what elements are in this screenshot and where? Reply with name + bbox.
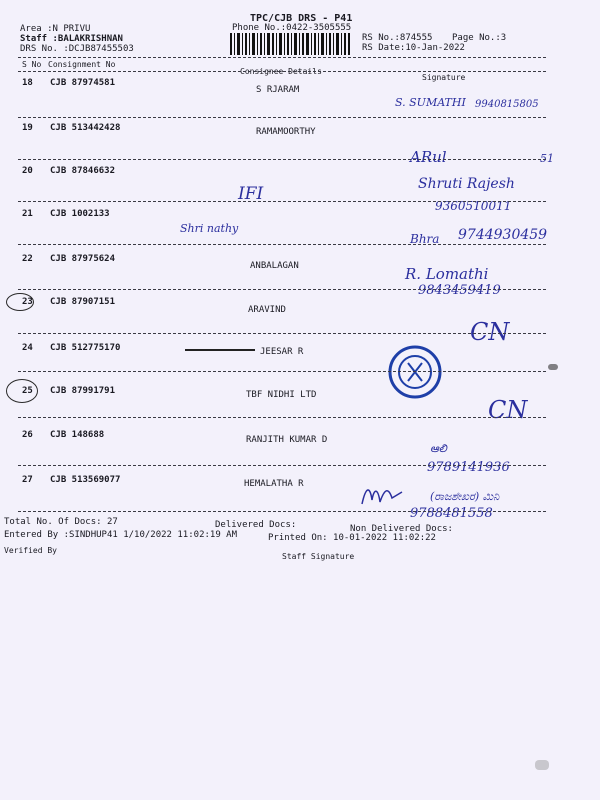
row-consignee: S RJARAM <box>256 85 300 95</box>
row-phone: 51 <box>540 152 554 165</box>
row-consignment: CJB 513569077 <box>50 475 121 485</box>
row-divider <box>18 371 546 372</box>
row-phone: 9843459419 <box>418 283 501 298</box>
row-consignee: RAMAMOORTHY <box>256 127 316 137</box>
row-phone: 9940815805 <box>475 99 539 110</box>
row-consignment: CJB 1002133 <box>50 209 110 219</box>
row-consignee: ARAVIND <box>248 305 286 315</box>
non-delivered-docs: Non Delivered Docs: <box>350 524 453 534</box>
staff-signature: Staff Signature <box>282 552 355 561</box>
drs-number: DRS No. :DCJB87455503 <box>20 44 134 54</box>
row-signature-scribble: ఆలి <box>430 442 447 455</box>
row-sno: 25 <box>22 386 33 396</box>
row-consignee: HEMALATHA R <box>244 479 304 489</box>
header-rule-top <box>18 57 546 58</box>
verified-by: Verified By <box>4 546 57 555</box>
col-consignee: Consignee Details <box>240 67 322 76</box>
row-consignee: ANBALAGAN <box>250 261 299 271</box>
row-signature: S. SUMATHI <box>395 96 466 109</box>
entered-by: Entered By :SINDHUP41 1/10/2022 11:02:19 AM <box>4 530 237 540</box>
row-signature-scribble: (ರಾಜಶೇಖರ) ಮಿನಿ <box>430 490 500 503</box>
staff-label: Staff :BALAKRISHNAN <box>20 34 123 44</box>
row-sno: 18 <box>22 78 33 88</box>
row-signature: Bhra <box>410 232 440 246</box>
row-signature: ARul <box>410 148 447 166</box>
row-consignment: CJB 513442428 <box>50 123 121 133</box>
row-consignment: CJB 148688 <box>50 430 105 440</box>
rubber-stamp-icon <box>388 345 442 399</box>
row-sno: 23 <box>22 297 33 307</box>
row-sno: 19 <box>22 123 33 133</box>
row-consignee: Shri nathy <box>180 222 239 235</box>
row-sno: 22 <box>22 254 33 264</box>
row-sno: 21 <box>22 209 33 219</box>
col-consignment: Consignment No <box>48 60 116 69</box>
row-consignment: CJB 87974581 <box>50 78 116 88</box>
barcode-image <box>230 33 350 55</box>
row-divider <box>18 333 546 334</box>
total-docs: Total No. Of Docs: 27 <box>4 517 118 527</box>
col-signature: Signature <box>422 73 466 82</box>
document-title: TPC/CJB DRS - P41 <box>250 13 353 24</box>
row-divider <box>18 117 546 118</box>
strike-mark <box>185 349 255 351</box>
row-consignee: JEESAR R <box>260 347 304 357</box>
row-consignee: TBF NIDHI LTD <box>246 390 317 400</box>
row-consignment: CJB 512775170 <box>50 343 121 353</box>
row-consignment: CJB 87846632 <box>50 166 116 176</box>
scan-speck <box>535 760 549 770</box>
row-divider <box>18 465 546 466</box>
row-signature: Shruti Rajesh <box>418 176 515 192</box>
scan-speck <box>548 364 558 370</box>
rs-number: RS No.:874555 <box>362 33 433 43</box>
rs-date: RS Date:10-Jan-2022 <box>362 43 465 53</box>
row-signature: R. Lomathi <box>405 265 489 283</box>
row-phone: 9789141936 <box>427 460 510 475</box>
row-consignee: IFI <box>238 184 264 204</box>
row-consignment: CJB 87907151 <box>50 297 116 307</box>
row-sno: 24 <box>22 343 33 353</box>
area-label: Area :N PRIVU <box>20 24 91 34</box>
row-divider <box>18 289 546 290</box>
signature-scribble <box>358 482 406 508</box>
row-consignee: RANJITH KUMAR D <box>246 435 328 445</box>
phone-number: Phone No.:0422-3505555 <box>232 23 352 33</box>
printed-on: Printed On: 10-01-2022 11:02:22 <box>268 533 436 543</box>
row-sno: 20 <box>22 166 33 176</box>
row-sno: 27 <box>22 475 33 485</box>
header-rule-bottom <box>18 71 546 72</box>
row-divider <box>18 244 546 245</box>
row-divider <box>18 159 546 160</box>
row-sno: 26 <box>22 430 33 440</box>
row-consignment: CJB 87991791 <box>50 386 116 396</box>
row-divider <box>18 201 546 202</box>
col-sno: S No <box>22 60 42 69</box>
row-divider <box>18 417 546 418</box>
row-signature: CN <box>470 318 510 346</box>
row-consignment: CJB 87975624 <box>50 254 116 264</box>
row-divider <box>18 511 546 512</box>
row-phone: 9744930459 <box>458 227 548 243</box>
page-number: Page No.:3 <box>452 33 507 43</box>
row-phone: 9360510011 <box>435 199 512 213</box>
delivered-docs: Delivered Docs: <box>215 520 297 530</box>
row-signature: CN <box>488 396 528 424</box>
row-phone: 9788481558 <box>410 506 493 521</box>
